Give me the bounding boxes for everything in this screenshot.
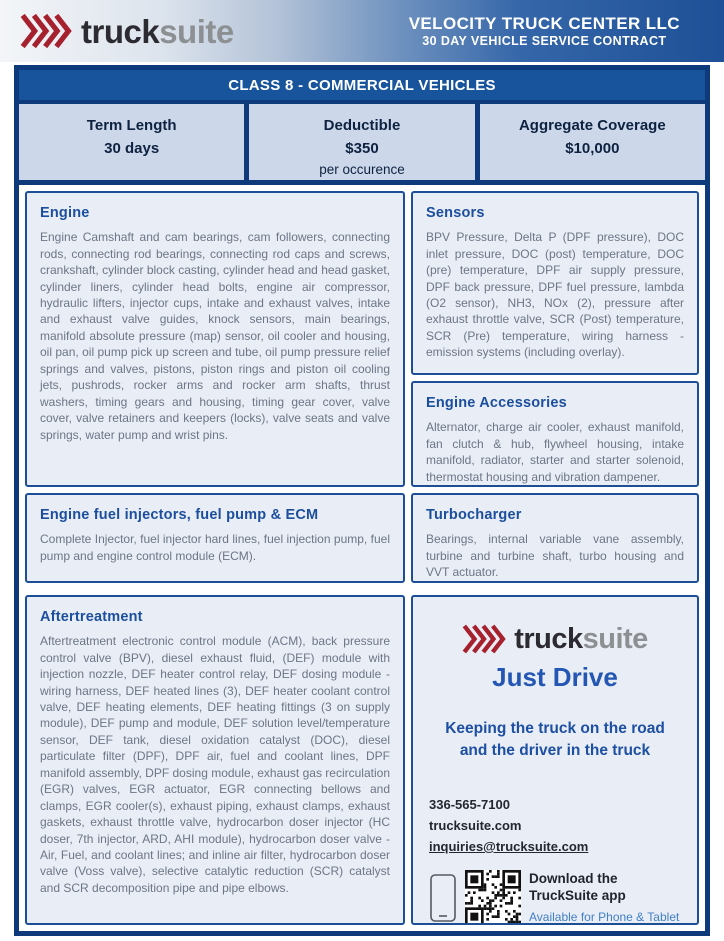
deductible-note: per occurence [319,162,405,177]
chevrons-icon [462,623,506,655]
coverage-sections [19,185,705,931]
brand-word-suite: suite [159,12,234,50]
download-label-line1: Download the [529,871,618,887]
class-banner: CLASS 8 - COMMERCIAL VEHICLES [19,70,705,100]
aggregate-coverage-value: $10,000 [565,139,620,157]
app-download-text [529,871,679,924]
website: trucksuite.com [429,818,522,834]
section-body: BPV Pressure, Delta P (DPF pressure), DOC inlet pressure, DOC (post) temperature, DOC (pre) temperature, DPF air supply pressure, DPF back pressure, DPF fuel pressure, lambda (O2 sensor), NH3, NOx (2), pressure after exhaust throttle valve, SCR (Post) temperature, SCR (Pre) temperature, wiring harness - emission systems (including overlay). [426,230,684,360]
slogan [429,718,681,761]
section-fuel-injectors [25,493,405,583]
slogan-line: Keeping the truck on the road [445,719,665,737]
brand-word-truck: truck [514,622,583,655]
section-title: Engine [40,205,90,222]
brand-word-truck: truck [81,12,160,50]
section-title: Engine Accessories [426,395,567,412]
section-body: Bearings, internal variable vane assembly, turbine and turbine shaft, turbo housing and VVT actuator. [426,532,684,580]
download-label-line2: TruckSuite app [529,888,626,904]
term-length-label: Term Length [86,117,177,134]
chevrons-icon [20,12,72,50]
section-title: Turbocharger [426,507,522,524]
left-column [25,191,405,925]
qr-code [465,870,521,925]
deductible-value: $350 [345,139,379,157]
aggregate-coverage-label: Aggregate Coverage [518,117,666,134]
summary-row [19,100,705,185]
email-link[interactable]: inquiries@trucksuite.com [429,838,589,854]
phone-icon [429,873,457,923]
content-frame [14,65,710,936]
term-length-value: 30 days [104,139,160,157]
deductible-label: Deductible [323,117,401,134]
contract-subtitle: 30 DAY VEHICLE SERVICE CONTRACT [422,33,667,48]
section-title: Sensors [426,205,485,222]
section-title: Aftertreatment [40,609,143,626]
brand-word-suite: suite [582,622,648,655]
trucksuite-logo [20,12,234,50]
section-turbocharger [411,493,699,583]
header-titles [409,13,680,50]
deductible-cell [249,104,474,180]
promo-trucksuite-logo [429,623,681,655]
brand-wordmark [514,622,648,655]
company-name: VELOCITY TRUCK CENTER LLC [408,13,680,33]
brand-wordmark [81,12,234,50]
promo-panel [411,595,699,925]
section-body: Complete Injector, fuel injector hard lines, fuel injection pump, fuel pump and engine control module (ECM). [40,532,390,563]
section-body: Engine Camshaft and cam bearings, cam followers, connecting rods, connecting rod bearings, connecting rod caps and screws, crankshaft, cylinder block casting, cylinder head and head gasket, cylinder liners, cylinder head bolts, engine air compressor, hydraulic lifters, injector cups, intake and exhaust valves, intake and exhaust valve guides, knock sensors, main bearings, manifold absolute pressure (map) sensor, oil cooler and housing, oil pan, oil pump pick up screen and tube, oil pump pressure relief springs and valves, pistons, piston rings and piston oil cooling jets, pushrods, rocker arms and rocker arm shafts, thrust washers, timing gears and housing, timing gear cover, valve cover, valve retainers and keepers (locks), valve seats and valve springs, water pump and wrist pins. [40,230,390,442]
section-sensors [411,191,699,375]
section-title: Engine fuel injectors, fuel pump & ECM [40,507,319,524]
term-length-cell [19,104,244,180]
section-body: Alternator, charge air cooler, exhaust manifold, fan clutch & hub, flywheel housing, intake manifold, radiator, starter and starter solenoid, thermostat housing and vibration dampener. [426,420,684,484]
section-aftertreatment [25,595,405,925]
app-download-row [429,870,681,925]
contact-block [429,795,681,857]
tagline: Just Drive [492,662,618,693]
aggregate-coverage-cell [480,104,705,180]
right-column [411,191,699,925]
availability-note: Available for Phone & Tablet [529,909,680,924]
section-engine [25,191,405,487]
slogan-line: and the driver in the truck [459,741,651,759]
section-body: Aftertreatment electronic control module (ACM), back pressure control valve (BPV), diesel exhaust fluid, (DEF) module with injection nozzle, DEF heater control relay, DEF dosing module - wiring harness, DEF heated lines (3), DEF heater coolant control valve, DEF heating elements, DEF heating fittings (3 on supply module), DEF pump and module, DEF solution level/temperature sensor, DEF tank, diesel oxidation catalyst (DOC), diesel particulate filter (DPF), DPF air, fuel and coolant lines, DPF manifold assembly, DPF dosing module, exhaust gas recirculation (EGR) valves, EGR actuator, EGR connecting bellows and clamps, EGR cooler(s), exhaust piping, exhaust clamps, exhaust gaskets, exhaust throttle valve, hydrocarbon doser injector (HC doser, 7th injector, ARD, AHI module), hydrocarbon doser valve - Air, Fuel, and coolant lines; and inline air filter, hydrocarbon doser valve (Voss valve), selective catalytic reduction (SCR) catalyst and SCR decomposition pipe and pipe elbows. [40,634,390,895]
header [0,0,724,62]
phone-number: 336-565-7100 [429,797,510,813]
section-engine-accessories [411,381,699,487]
